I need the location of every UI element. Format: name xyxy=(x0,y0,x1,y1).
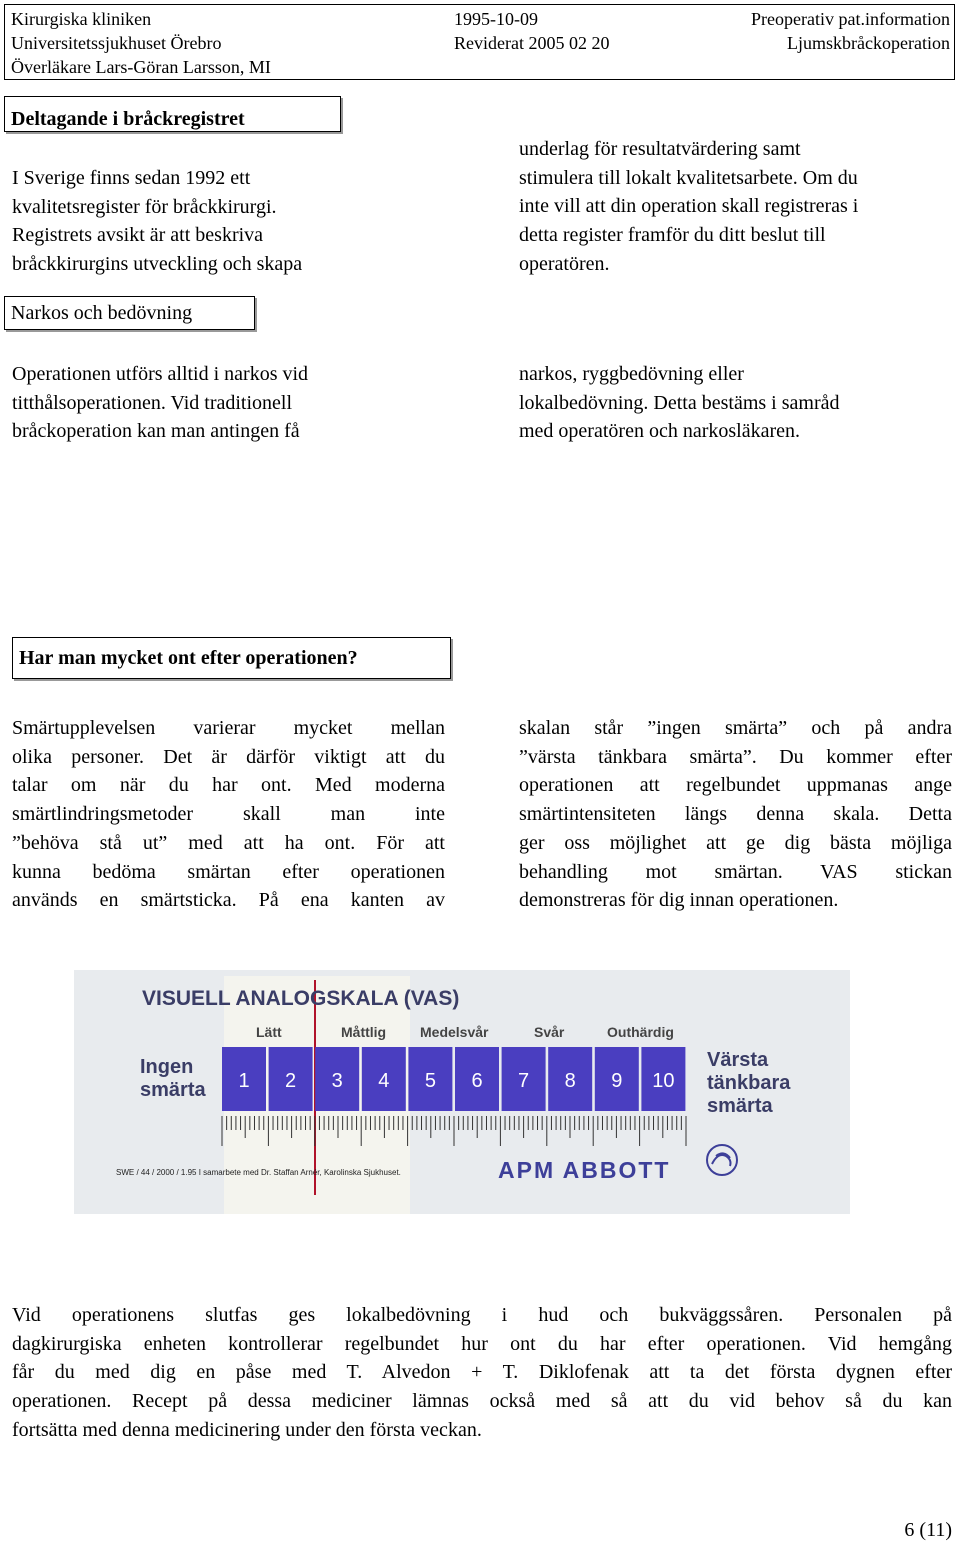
vas-footer: SWE / 44 / 2000 / 1.95 I samarbete med Dr. Staffan Arnér, Karolinska Sjukhuset. xyxy=(116,1168,401,1177)
vas-left-label: Ingen xyxy=(140,1056,194,1078)
vas-cell-number: 1 xyxy=(238,1070,250,1092)
vas-cell-number: 8 xyxy=(564,1070,576,1092)
vas-level: Lätt xyxy=(256,1024,282,1040)
vas-level: Måttlig xyxy=(341,1024,387,1040)
registry-text-right xyxy=(519,135,959,279)
pain-text-right xyxy=(519,714,952,915)
text-line: kunna bedöma smärtan efter operationen xyxy=(12,860,445,883)
text-line: stimulera till lokalt kvalitetsarbete. Om du xyxy=(519,166,858,189)
text-line: bråckkirurgins utveckling och skapa xyxy=(12,253,303,276)
vas-cell-number: 9 xyxy=(611,1070,623,1092)
vas-cell-number: 2 xyxy=(285,1070,297,1092)
text-line: narkos, ryggbedövning eller xyxy=(519,363,744,385)
text-line: kvalitetsregister för bråckkirurgi. xyxy=(12,195,277,218)
text-line: Operationen utförs alltid i narkos vid xyxy=(12,363,309,385)
header-hospital: Universitetssjukhuset Örebro xyxy=(11,33,222,53)
vas-cell-number: 10 xyxy=(652,1070,675,1092)
text-line: talar om när du har ont. Med moderna xyxy=(12,774,445,797)
vas-level: Outhärdig xyxy=(607,1024,674,1040)
text-line: inte vill att din operation skall registreras i xyxy=(519,195,859,218)
vas-cell-number: 6 xyxy=(471,1070,483,1092)
vas-cell-number: 7 xyxy=(518,1070,530,1092)
vas-right-label: smärta xyxy=(707,1095,773,1117)
text-line: behandling mot smärtan. VAS stickan xyxy=(519,860,952,883)
text-line: fortsätta med denna medicinering under den första veckan. xyxy=(12,1418,482,1441)
header-date: 1995-10-09 xyxy=(454,9,538,29)
text-line: underlag för resultatvärdering samt xyxy=(519,138,801,160)
text-line: Vid operationens slutfas ges lokalbedövning i hud och bukväggssåren. Personalen på xyxy=(12,1304,952,1326)
vas-brand: APM ABBOTT xyxy=(498,1157,671,1183)
text-line: med operatören och narkosläkaren. xyxy=(519,420,800,443)
header-topic: Ljumskbråckoperation xyxy=(787,33,950,53)
text-line: operationen att regelbundet uppmanas ange xyxy=(519,774,952,797)
registry-text-left xyxy=(12,164,452,279)
section-heading-pain: Har man mycket ont efter operationen? xyxy=(12,637,451,679)
text-line: I Sverige finns sedan 1992 ett xyxy=(12,167,251,189)
anesthesia-text-left xyxy=(12,360,452,446)
document-header xyxy=(4,4,955,80)
text-line: Registrets avsikt är att beskriva xyxy=(12,224,264,247)
text-line: ger oss möjlighet att ge dig bästa möjliga xyxy=(519,831,952,854)
text-line: operatören. xyxy=(519,252,610,275)
vas-scale-image xyxy=(74,970,850,1214)
header-doc-type: Preoperativ pat.information xyxy=(751,9,950,29)
vas-cell-number: 4 xyxy=(378,1070,390,1092)
anesthesia-text-right xyxy=(519,360,959,446)
text-line: detta register framför du ditt beslut till xyxy=(519,224,826,247)
page-number: 6 (11) xyxy=(904,1519,952,1541)
closing-paragraph xyxy=(12,1301,952,1445)
text-line: operationen. Recept på dessa mediciner lämnas också med så att du vid behov så du kan xyxy=(12,1390,952,1413)
vas-cell-number: 3 xyxy=(331,1070,343,1092)
header-revised: Reviderat 2005 02 20 xyxy=(454,33,610,53)
vas-title: VISUELL ANALOGSKALA (VAS) xyxy=(142,987,460,1010)
text-line: smärtlindringsmetoder skall man inte xyxy=(12,803,445,826)
section-heading-registry: Deltagande i bråckregistret xyxy=(4,96,341,132)
text-line: Smärtupplevelsen varierar mycket mellan xyxy=(12,717,445,739)
vas-cell-number: 5 xyxy=(424,1070,436,1092)
text-line: titthålsoperationen. Vid traditionell xyxy=(12,391,293,414)
text-line: olika personer. Det är därför viktigt att du xyxy=(12,745,445,768)
text-line: får du med dig en påse med T. Alvedon + T. Diklofenak att ta det första dygnen efter xyxy=(12,1361,952,1384)
text-line: dagkirurgiska enheten kontrollerar regelbundet hur ont du har efter operationen. Vid hemgång xyxy=(12,1332,952,1355)
text-line: lokalbedövning. Detta bestäms i samråd xyxy=(519,391,840,414)
text-line: demonstreras för dig innan operationen. xyxy=(519,889,839,912)
header-dept: Kirurgiska kliniken xyxy=(11,9,152,29)
vas-scale-svg xyxy=(74,970,850,1214)
text-line: bråckoperation kan man antingen få xyxy=(12,420,300,443)
vas-level: Medelsvår xyxy=(420,1024,489,1040)
pain-text-left xyxy=(12,714,445,915)
header-author: Överläkare Lars-Göran Larsson, MI xyxy=(11,57,271,77)
vas-right-label: Värsta xyxy=(707,1049,769,1071)
text-line: ”värsta tänkbara smärta”. Du kommer efter xyxy=(519,745,952,768)
vas-right-label: tänkbara xyxy=(707,1072,791,1094)
text-line: används en smärtsticka. På ena kanten av xyxy=(12,889,445,912)
text-line: ”behöva stå ut” med att ha ont. För att xyxy=(12,831,445,854)
vas-left-label: smärta xyxy=(140,1079,206,1101)
section-heading-anesthesia: Narkos och bedövning xyxy=(4,296,255,330)
text-line: skalan står ”ingen smärta” och på andra xyxy=(519,717,952,739)
vas-level: Svår xyxy=(534,1024,565,1040)
text-line: smärtintensiteten längs denna skala. Detta xyxy=(519,803,952,826)
